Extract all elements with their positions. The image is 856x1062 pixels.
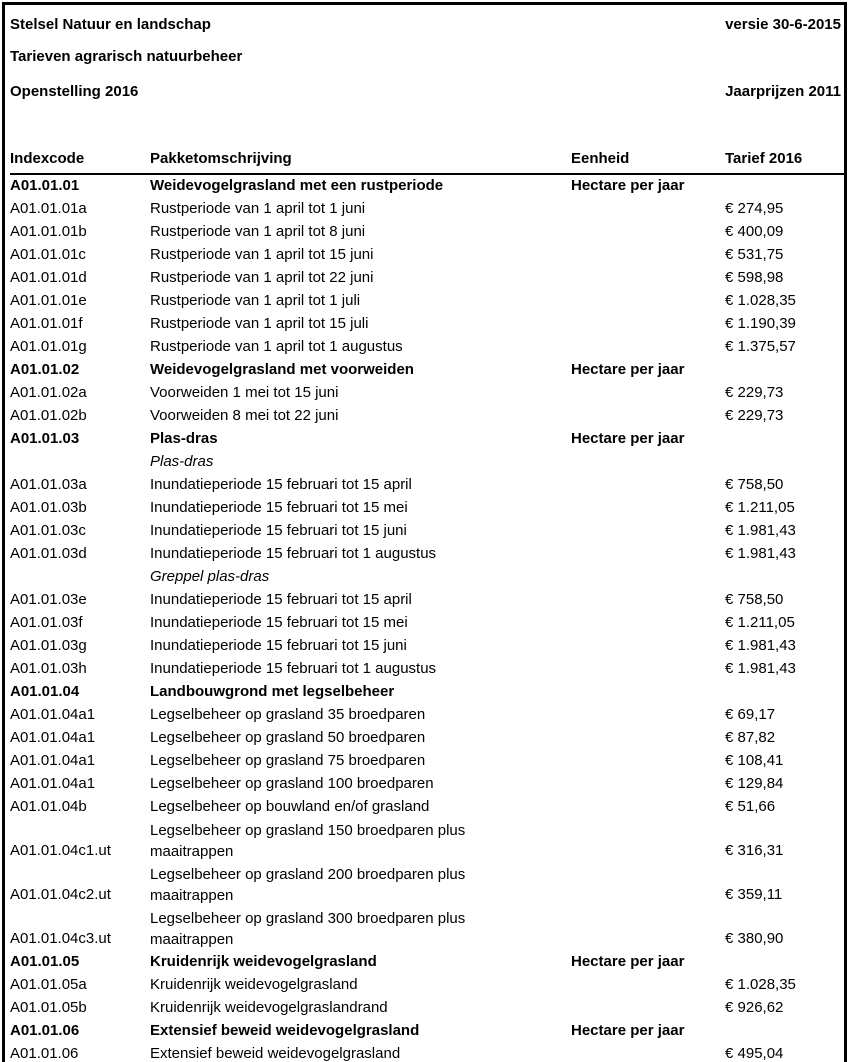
- row-indexcode: A01.01.04c3.ut: [10, 930, 111, 947]
- row-tariff: € 1.190,39: [725, 315, 796, 332]
- table-row: [10, 220, 847, 243]
- row-description: Kruidenrijk weidevogelgrasland: [150, 976, 358, 993]
- row-unit: [571, 973, 725, 996]
- row-description: Inundatieperiode 15 februari tot 15 juni: [150, 522, 407, 539]
- row-tariff: € 380,90: [725, 930, 784, 947]
- row-unit: Hectare per jaar: [571, 177, 685, 194]
- row-indexcode: A01.01.04: [10, 683, 80, 700]
- tariff-table: [10, 150, 847, 1062]
- row-unit: [571, 1042, 725, 1062]
- row-description: Weidevogelgrasland met voorweiden: [150, 361, 414, 378]
- row-indexcode: [10, 450, 150, 473]
- table-row: [10, 565, 847, 588]
- row-indexcode: A01.01.03f: [10, 614, 83, 631]
- row-indexcode: A01.01.01b: [10, 223, 87, 240]
- row-description: Weidevogelgrasland met een rustperiode: [150, 177, 444, 194]
- row-tariff: € 274,95: [725, 200, 784, 217]
- row-unit: [571, 996, 725, 1019]
- row-unit: [571, 496, 725, 519]
- header-line-3: [10, 81, 841, 103]
- row-unit: [571, 634, 725, 657]
- row-description: Voorweiden 8 mei tot 22 juni: [150, 407, 339, 424]
- row-unit: Hectare per jaar: [571, 953, 685, 970]
- row-indexcode: A01.01.04a1: [10, 729, 96, 746]
- row-tariff: € 229,73: [725, 407, 784, 424]
- row-tariff: € 1.211,05: [725, 499, 795, 516]
- row-description: Kruidenrijk weidevogelgrasland: [150, 953, 377, 970]
- table-row: [10, 404, 847, 427]
- row-unit: Hectare per jaar: [571, 430, 685, 447]
- row-indexcode: A01.01.04c1.ut: [10, 842, 111, 859]
- table-row: [10, 680, 847, 703]
- row-tariff: [725, 450, 847, 473]
- table-row: [10, 772, 847, 795]
- row-description: Rustperiode van 1 april tot 1 juni: [150, 200, 366, 217]
- row-description: Rustperiode van 1 april tot 1 augustus: [150, 338, 403, 355]
- row-description: Extensief beweid weidevogelgrasland: [150, 1022, 420, 1039]
- table-row: [10, 197, 847, 220]
- row-indexcode: A01.01.04a1: [10, 775, 96, 792]
- row-unit: [571, 197, 725, 220]
- row-tariff: € 531,75: [725, 246, 784, 263]
- opening-label: Openstelling 2016: [10, 83, 139, 100]
- table-row: [10, 818, 847, 862]
- row-indexcode: [10, 565, 150, 588]
- row-unit: Hectare per jaar: [571, 361, 685, 378]
- table-header: [10, 150, 847, 174]
- row-tariff: € 69,17: [725, 706, 776, 723]
- row-description: Inundatieperiode 15 februari tot 15 april: [150, 591, 412, 608]
- row-description: Plas-dras: [150, 430, 218, 447]
- row-tariff: € 495,04: [725, 1045, 784, 1062]
- row-indexcode: A01.01.05a: [10, 976, 87, 993]
- row-description: Rustperiode van 1 april tot 15 juli: [150, 315, 369, 332]
- table-row: [10, 749, 847, 772]
- row-description: Inundatieperiode 15 februari tot 15 juni: [150, 637, 407, 654]
- row-description-line2: maaitrappen: [150, 887, 234, 904]
- row-tariff: € 1.028,35: [725, 292, 796, 309]
- table-row: [10, 496, 847, 519]
- row-indexcode: A01.01.01g: [10, 338, 87, 355]
- row-tariff: € 1.028,35: [725, 976, 796, 993]
- table-row: [10, 542, 847, 565]
- document-title: Stelsel Natuur en landschap: [10, 16, 211, 33]
- row-indexcode: A01.01.04a1: [10, 752, 96, 769]
- row-unit: [571, 335, 725, 358]
- table-row: [10, 906, 847, 950]
- col-header-eenheid: Eenheid: [571, 150, 630, 167]
- row-unit: [571, 220, 725, 243]
- row-description-line2: maaitrappen: [150, 843, 234, 860]
- row-indexcode: A01.01.03a: [10, 476, 87, 493]
- row-tariff: € 1.375,57: [725, 338, 796, 355]
- row-tariff: € 598,98: [725, 269, 784, 286]
- row-description: Rustperiode van 1 april tot 8 juni: [150, 223, 366, 240]
- table-body: [10, 174, 847, 1062]
- row-unit: [571, 404, 725, 427]
- table-row: [10, 358, 847, 381]
- row-unit: [571, 772, 725, 795]
- row-tariff: € 359,11: [725, 886, 783, 903]
- row-description: Extensief beweid weidevogelgrasland: [150, 1045, 401, 1062]
- row-indexcode: A01.01.01a: [10, 200, 87, 217]
- row-tariff: € 1.981,43: [725, 522, 796, 539]
- table-row: [10, 381, 847, 404]
- row-description: Voorweiden 1 mei tot 15 juni: [150, 384, 339, 401]
- row-indexcode: A01.01.01f: [10, 315, 83, 332]
- table-row: [10, 795, 847, 818]
- row-unit: [571, 862, 725, 906]
- row-tariff: € 1.211,05: [725, 614, 795, 631]
- row-indexcode: A01.01.02a: [10, 384, 87, 401]
- row-indexcode: A01.01.01: [10, 177, 80, 194]
- table-row: [10, 973, 847, 996]
- row-unit: [571, 312, 725, 335]
- row-tariff: € 129,84: [725, 775, 784, 792]
- row-description: [150, 906, 571, 950]
- row-tariff: € 1.981,43: [725, 545, 796, 562]
- col-header-tarief: Tarief 2016: [725, 150, 803, 167]
- row-description: Plas-dras: [150, 453, 214, 470]
- table-row: [10, 243, 847, 266]
- row-tariff: [725, 358, 847, 381]
- row-tariff: [725, 427, 847, 450]
- row-description: Inundatieperiode 15 februari tot 15 mei: [150, 499, 408, 516]
- row-indexcode: A01.01.03h: [10, 660, 87, 677]
- row-indexcode: A01.01.03c: [10, 522, 86, 539]
- row-tariff: € 229,73: [725, 384, 784, 401]
- row-unit: [571, 565, 725, 588]
- row-indexcode: A01.01.03d: [10, 545, 87, 562]
- row-description: Rustperiode van 1 april tot 15 juni: [150, 246, 374, 263]
- row-description: [150, 818, 571, 862]
- document-subtitle: Tarieven agrarisch natuurbeheer: [10, 48, 243, 65]
- table-row: [10, 703, 847, 726]
- row-unit: [571, 381, 725, 404]
- row-indexcode: A01.01.02: [10, 361, 80, 378]
- row-indexcode: A01.01.03g: [10, 637, 87, 654]
- row-unit: [571, 588, 725, 611]
- row-tariff: € 316,31: [725, 842, 784, 859]
- row-unit: [571, 266, 725, 289]
- table-row: [10, 473, 847, 496]
- row-description: Legselbeheer op grasland 35 broedparen: [150, 706, 426, 723]
- row-unit: [571, 657, 725, 680]
- row-description: Inundatieperiode 15 februari tot 15 mei: [150, 614, 408, 631]
- row-tariff: € 1.981,43: [725, 660, 796, 677]
- row-unit: [571, 749, 725, 772]
- document-version: versie 30-6-2015: [725, 16, 841, 33]
- price-basis-label: Jaarprijzen 2011: [725, 83, 841, 100]
- col-header-indexcode: Indexcode: [10, 150, 85, 167]
- table-row: [10, 335, 847, 358]
- row-tariff: [725, 174, 847, 197]
- row-indexcode: A01.01.04c2.ut: [10, 886, 111, 903]
- row-indexcode: A01.01.01d: [10, 269, 87, 286]
- table-row: [10, 174, 847, 197]
- row-tariff: € 758,50: [725, 476, 784, 493]
- table-row: [10, 634, 847, 657]
- row-unit: Hectare per jaar: [571, 1022, 685, 1039]
- table-row: [10, 862, 847, 906]
- row-indexcode: A01.01.05: [10, 953, 80, 970]
- row-indexcode: A01.01.04a1: [10, 706, 96, 723]
- row-description: Inundatieperiode 15 februari tot 15 april: [150, 476, 412, 493]
- row-indexcode: A01.01.06: [10, 1022, 80, 1039]
- row-description: Legselbeheer op bouwland en/of grasland: [150, 798, 430, 815]
- row-tariff: € 108,41: [725, 752, 784, 769]
- row-tariff: [725, 565, 847, 588]
- row-description: Rustperiode van 1 april tot 22 juni: [150, 269, 374, 286]
- row-description: Legselbeheer op grasland 50 broedparen: [150, 729, 426, 746]
- row-tariff: € 87,82: [725, 729, 776, 746]
- table-row: [10, 950, 847, 973]
- row-indexcode: A01.01.01c: [10, 246, 86, 263]
- row-tariff: € 51,66: [725, 798, 776, 815]
- row-indexcode: A01.01.06: [10, 1045, 79, 1062]
- row-description: [150, 862, 571, 906]
- row-indexcode: A01.01.04b: [10, 798, 87, 815]
- row-indexcode: A01.01.03b: [10, 499, 87, 516]
- row-unit: [571, 611, 725, 634]
- table-row: [10, 1019, 847, 1042]
- header-line-2: [10, 46, 841, 68]
- table-row: [10, 289, 847, 312]
- row-unit: [571, 289, 725, 312]
- row-unit: [571, 703, 725, 726]
- row-description: Rustperiode van 1 april tot 1 juli: [150, 292, 361, 309]
- document-header: [5, 5, 844, 103]
- row-description: Kruidenrijk weidevogelgraslandrand: [150, 999, 388, 1016]
- row-description: Legselbeheer op grasland 100 broedparen: [150, 775, 434, 792]
- row-description: Inundatieperiode 15 februari tot 1 augustus: [150, 660, 437, 677]
- row-tariff: € 758,50: [725, 591, 784, 608]
- row-unit: [571, 818, 725, 862]
- row-description: Legselbeheer op grasland 75 broedparen: [150, 752, 426, 769]
- row-tariff: [725, 1019, 847, 1042]
- table-row: [10, 450, 847, 473]
- table-row: [10, 519, 847, 542]
- row-tariff: € 1.981,43: [725, 637, 796, 654]
- row-tariff: [725, 680, 847, 703]
- table-row: [10, 726, 847, 749]
- row-tariff: € 400,09: [725, 223, 784, 240]
- row-indexcode: A01.01.05b: [10, 999, 87, 1016]
- table-row: [10, 312, 847, 335]
- table-row: [10, 588, 847, 611]
- header-line-1: [10, 14, 841, 36]
- row-description: Inundatieperiode 15 februari tot 1 augustus: [150, 545, 437, 562]
- row-tariff: € 926,62: [725, 999, 784, 1016]
- row-unit: [571, 726, 725, 749]
- table-row: [10, 266, 847, 289]
- row-unit: [571, 243, 725, 266]
- table-row: [10, 657, 847, 680]
- row-indexcode: A01.01.03e: [10, 591, 87, 608]
- row-indexcode: A01.01.01e: [10, 292, 87, 309]
- row-unit: [571, 906, 725, 950]
- row-description: Greppel plas-dras: [150, 568, 270, 585]
- row-description-line2: maaitrappen: [150, 931, 234, 948]
- row-unit: [571, 680, 725, 703]
- row-unit: [571, 473, 725, 496]
- document-page: [2, 2, 847, 1062]
- table-row: [10, 427, 847, 450]
- table-row: [10, 996, 847, 1019]
- table-row: [10, 611, 847, 634]
- row-indexcode: A01.01.03: [10, 430, 80, 447]
- row-unit: [571, 542, 725, 565]
- row-unit: [571, 795, 725, 818]
- col-header-pakketomschrijving: Pakketomschrijving: [150, 150, 292, 167]
- row-unit: [571, 519, 725, 542]
- row-description-line1: Legselbeheer op grasland 150 broedparen plus: [150, 822, 466, 839]
- row-indexcode: A01.01.02b: [10, 407, 87, 424]
- row-description: Landbouwgrond met legselbeheer: [150, 683, 395, 700]
- table-row: [10, 1042, 847, 1062]
- row-description-line1: Legselbeheer op grasland 200 broedparen plus: [150, 866, 466, 883]
- column-header-row: [10, 150, 847, 174]
- row-tariff: [725, 950, 847, 973]
- row-unit: [571, 450, 725, 473]
- row-description-line1: Legselbeheer op grasland 300 broedparen plus: [150, 910, 466, 927]
